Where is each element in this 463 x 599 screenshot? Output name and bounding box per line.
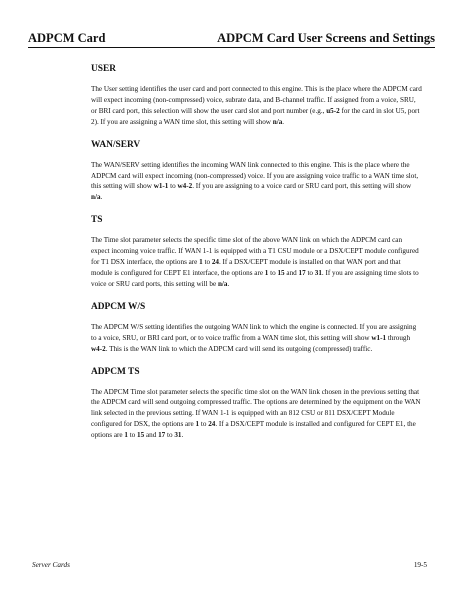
page-footer <box>32 561 427 569</box>
body-text-run: for the card in slot U5, port 2). If you are assigning a WAN time slot, this setting will show <box>91 106 420 126</box>
header-rule <box>28 47 435 48</box>
body-text-run: . If you are assigning time slots to voice or SRU card ports, this setting will be <box>91 268 419 288</box>
body-text-run: to <box>127 431 138 440</box>
emphasized-value: 17 <box>298 268 306 277</box>
header-left-title: ADPCM Card <box>28 31 106 45</box>
header-right-title: ADPCM Card User Screens and Settings <box>217 31 435 45</box>
emphasized-value: 31 <box>314 268 322 277</box>
emphasized-value: w4-2 <box>177 182 193 191</box>
body-text-run: to <box>168 182 178 191</box>
section-heading: TS <box>91 215 103 226</box>
section-adpcm-ts <box>91 367 422 442</box>
emphasized-value: w4-2 <box>91 344 106 353</box>
body-text-run: . If a DSX/CEPT module is installed and configured for CEPT E1, the options are <box>91 420 416 440</box>
body-text-run: . <box>181 431 184 440</box>
section-body <box>91 387 422 442</box>
body-text-run: . <box>227 279 230 288</box>
body-text-run: The User setting identifies the user card and port connected to this engine. This is the place where the ADPCM card will expect incoming (non-compressed) voice, subrate data, and B-channel traffic. If assigned from a voice, SRU, or BRI card port, this selection will show the user card slot and port number (e.g., <box>91 85 422 115</box>
emphasized-value: 1 <box>199 258 203 267</box>
section-ts <box>91 215 422 290</box>
section-body <box>91 160 422 204</box>
body-text-run: . <box>282 117 285 126</box>
section-body <box>91 84 422 128</box>
emphasized-value: w1-1 <box>371 333 387 342</box>
emphasized-value: w1-1 <box>153 182 169 191</box>
section-body <box>91 235 422 290</box>
body-text-run: . This is the WAN link to which the ADPCM card will send its outgoing (compressed) traffic. <box>105 344 373 353</box>
section-heading: WAN/SERV <box>91 139 141 150</box>
body-text-run: The Time slot parameter selects the specific time slot of the above WAN link on which the ADPCM card can expect incoming voice traffic. If WAN 1-1 is equipped with a T1 CSU module or a DSX/CEPT module configured for T1 DSX interface, the options are <box>91 236 419 267</box>
page-header <box>28 28 435 46</box>
emphasized-value: 1 <box>195 420 200 429</box>
body-text-run: and <box>284 268 299 277</box>
section-body <box>91 322 422 355</box>
emphasized-value: 1 <box>124 431 128 440</box>
body-text-run: The WAN/SERV setting identifies the incoming WAN link connected to this engine. This is the place where the ADPCM card will expect incoming (non-compressed) voice. If you are assigning voice traffic to a WAN time slot, this setting will show <box>91 160 419 191</box>
footer-section-name: Server Cards <box>32 561 70 569</box>
body-text-run: The ADPCM W/S setting identifies the outgoing WAN link to which the engine is connected. If you are assigning to a voice, SRU, or BRI card port, or to voice traffic from a WAN time slot, this setting will show <box>91 322 417 342</box>
body-text-run: to <box>268 268 278 277</box>
emphasized-value: 15 <box>137 431 145 440</box>
body-text-run: . If you are assigning to a voice card or SRU card port, this setting will show <box>192 182 412 191</box>
page-number: 19-5 <box>413 561 427 569</box>
page-content <box>91 64 422 453</box>
emphasized-value: 31 <box>174 431 182 440</box>
body-text-run: The ADPCM Time slot parameter selects the specific time slot on the WAN link chosen in the previous setting that the ADPCM card will send outgoing compressed traffic. The options are determined by the equipment on the WAN link selected in the previous setting. If WAN 1-1 is equipped with an 812 CSU or 811 DSX/CEPT Module configured for DSX, the options are <box>91 387 421 429</box>
section-heading: USER <box>91 64 117 74</box>
emphasized-value: n/a <box>272 117 283 126</box>
section-adpcm-w-s <box>91 302 422 355</box>
emphasized-value: 1 <box>264 268 269 277</box>
section-wan-serv <box>91 140 422 204</box>
body-text-run: to <box>199 420 209 429</box>
emphasized-value: n/a <box>217 279 228 288</box>
body-text-run: to <box>165 431 175 440</box>
body-text-run: to <box>305 268 315 277</box>
body-text-run: . If a DSX/CEPT module is installed on that WAN port and that module is configured for CEPT E1 interface, the options are <box>91 258 401 277</box>
emphasized-value: 15 <box>277 268 285 277</box>
body-text-run: through <box>386 333 411 342</box>
emphasized-value: 24 <box>211 258 219 267</box>
emphasized-value: u5-2 <box>326 106 340 115</box>
emphasized-value: 24 <box>208 420 216 429</box>
body-text-run: and <box>144 431 159 440</box>
emphasized-value: n/a <box>91 193 101 202</box>
section-user <box>91 64 422 128</box>
body-text-run: to <box>202 258 212 267</box>
section-heading: ADPCM TS <box>91 366 140 377</box>
section-heading: ADPCM W/S <box>91 301 146 312</box>
emphasized-value: 17 <box>158 431 166 440</box>
body-text-run: . <box>100 193 103 202</box>
